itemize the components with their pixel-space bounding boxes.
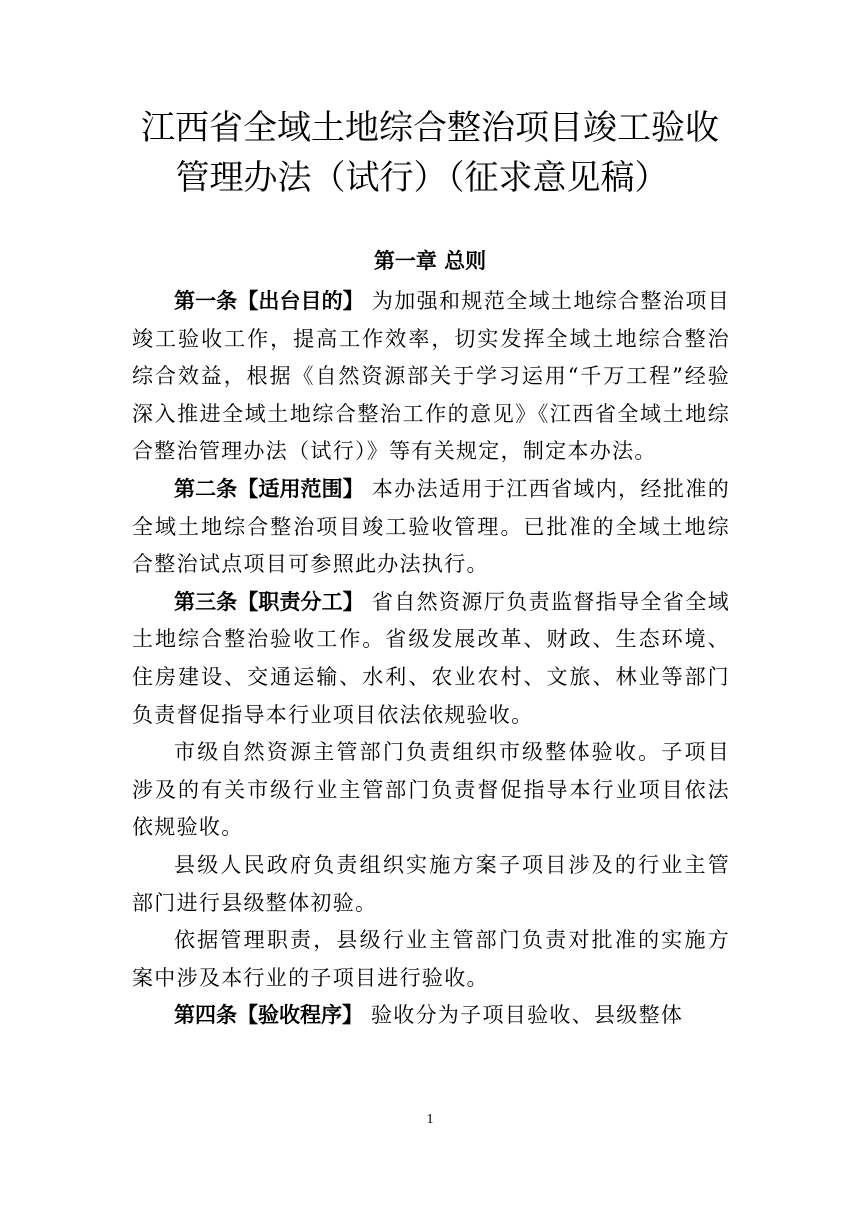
document-body	[132, 283, 730, 1035]
article-1-heading: 第一条【出台目的】	[174, 289, 364, 313]
article-3	[132, 584, 730, 734]
article-2-text: 本办法适用于江西省域内，经批准的全域土地综合整治项目竣工验收管理。已批准的全域土地综合整治试点项目可参照此办法执行。	[132, 476, 731, 577]
article-4	[132, 997, 730, 1035]
paragraph-municipal: 市级自然资源主管部门负责组织市级整体验收。子项目涉及的有关市级行业主管部门负责督促指导本行业项目依法依规验收。	[132, 740, 730, 840]
paragraph-county-government: 县级人民政府负责组织实施方案子项目涉及的行业主管部门进行县级整体初验。	[132, 852, 730, 915]
document-title-line-1: 江西省全域土地综合整治项目竣工验收	[141, 108, 719, 148]
article-3-text: 省自然资源厅负责监督指导全省全域土地综合整治验收工作。省级发展改革、财政、生态环境、住房建设、交通运输、水利、农业农村、文旅、林业等部门负责督促指导本行业项目依法依规验收。	[132, 589, 731, 727]
article-4-heading: 第四条【验收程序】	[174, 1003, 363, 1028]
document-title-line-2: 管理办法（试行）（征求意见稿）	[175, 158, 669, 198]
article-1	[132, 283, 730, 471]
article-1-text: 为加强和规范全域土地综合整治项目竣工验收工作，提高工作效率，切实发挥全域土地综合整治综合效益，根据《自然资源部关于学习运用“千万工程”经验深入推进全域土地综合整治工作的意见》《江西省全域土地综合整治管理办法（试行）》等有关规定，制定本办法。	[132, 289, 731, 464]
article-2-heading: 第二条【适用范围】	[174, 476, 364, 501]
page-number: 1	[426, 1112, 434, 1127]
article-2	[132, 471, 730, 584]
paragraph-county-departments: 依据管理职责，县级行业主管部门负责对批准的实施方案中涉及本行业的子项目进行验收。	[132, 928, 730, 990]
article-4-text: 验收分为子项目验收、县级整体	[363, 1003, 684, 1028]
article-3-heading: 第三条【职责分工】	[174, 589, 364, 614]
chapter-heading: 第一章 总则	[373, 249, 487, 273]
